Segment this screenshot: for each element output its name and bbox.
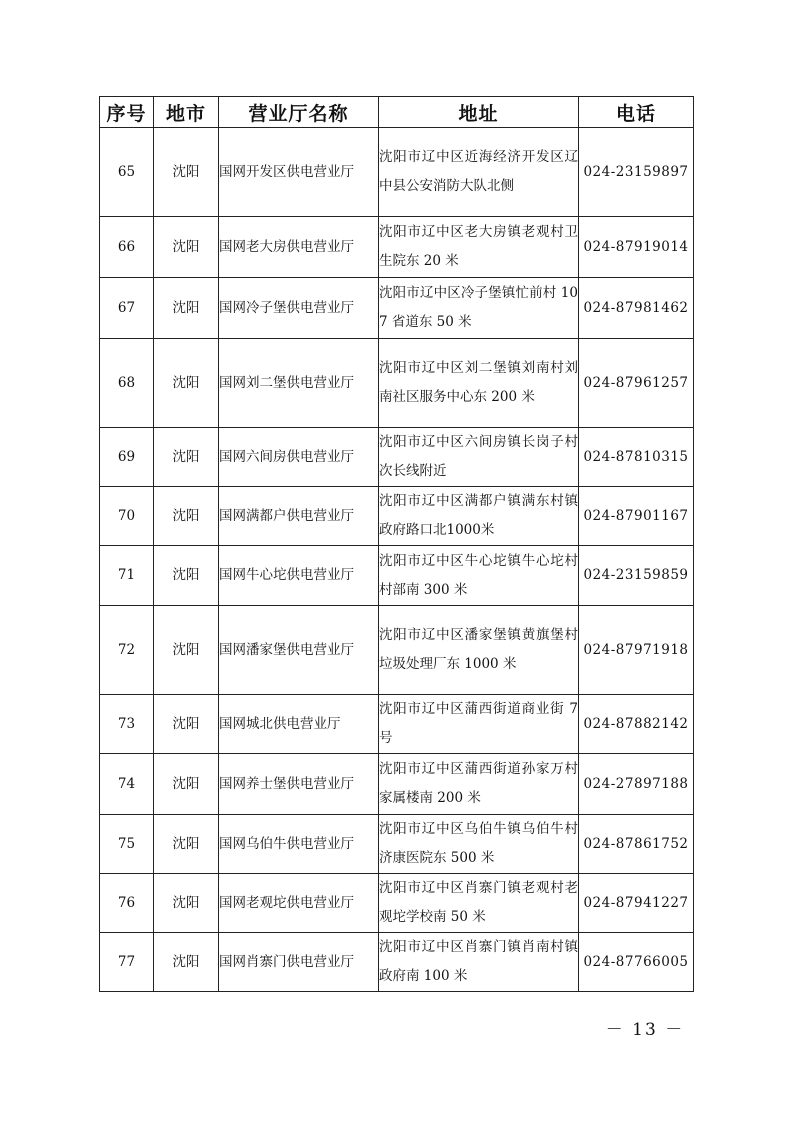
- row-city: 沈阳: [154, 339, 219, 428]
- row-city: 沈阳: [154, 933, 219, 992]
- row-seq: 68: [100, 339, 154, 428]
- table-row: [100, 428, 694, 487]
- row-address: 沈阳市辽中区牛心坨镇牛心坨村村部南 300 米: [379, 546, 579, 606]
- row-address: 沈阳市辽中区冷子堡镇忙前村 107 省道东 50 米: [379, 278, 579, 339]
- table-row: [100, 217, 694, 278]
- row-city: 沈阳: [154, 217, 219, 278]
- row-city: 沈阳: [154, 428, 219, 487]
- table-row: [100, 815, 694, 874]
- row-city: 沈阳: [154, 815, 219, 874]
- table-row: [100, 278, 694, 339]
- row-hall-name: 国网老观坨供电营业厅: [219, 874, 379, 933]
- row-hall-name: 国网乌伯牛供电营业厅: [219, 815, 379, 874]
- row-seq: 67: [100, 278, 154, 339]
- table-row: [100, 754, 694, 815]
- row-city: 沈阳: [154, 278, 219, 339]
- row-phone: 024-23159897: [579, 128, 694, 217]
- row-address: 沈阳市辽中区近海经济开发区辽中县公安消防大队北侧: [379, 128, 579, 217]
- row-hall-name: 国网开发区供电营业厅: [219, 128, 379, 217]
- table-row: [100, 128, 694, 217]
- row-phone: 024-87766005: [579, 933, 694, 992]
- service-hall-table: [99, 96, 694, 992]
- row-hall-name: 国网肖寨门供电营业厅: [219, 933, 379, 992]
- row-hall-name: 国网六间房供电营业厅: [219, 428, 379, 487]
- row-city: 沈阳: [154, 546, 219, 606]
- row-seq: 69: [100, 428, 154, 487]
- row-hall-name: 国网刘二堡供电营业厅: [219, 339, 379, 428]
- row-phone: 024-87901167: [579, 487, 694, 546]
- row-phone: 024-87981462: [579, 278, 694, 339]
- row-hall-name: 国网老大房供电营业厅: [219, 217, 379, 278]
- header-phone: 电话: [579, 97, 694, 128]
- row-address: 沈阳市辽中区刘二堡镇刘南村刘南社区服务中心东 200 米: [379, 339, 579, 428]
- row-city: 沈阳: [154, 606, 219, 695]
- row-address: 沈阳市辽中区乌伯牛镇乌伯牛村济康医院东 500 米: [379, 815, 579, 874]
- row-seq: 76: [100, 874, 154, 933]
- row-phone: 024-27897188: [579, 754, 694, 815]
- row-hall-name: 国网潘家堡供电营业厅: [219, 606, 379, 695]
- row-hall-name: 国网冷子堡供电营业厅: [219, 278, 379, 339]
- row-address: 沈阳市辽中区六间房镇长岗子村次长线附近: [379, 428, 579, 487]
- table-row: [100, 339, 694, 428]
- row-phone: 024-23159859: [579, 546, 694, 606]
- row-seq: 75: [100, 815, 154, 874]
- table-row: [100, 874, 694, 933]
- row-address: 沈阳市辽中区蒲西街道商业街 7 号: [379, 695, 579, 754]
- header-hall-name: 营业厅名称: [219, 97, 379, 128]
- row-address: 沈阳市辽中区肖寨门镇肖南村镇政府南 100 米: [379, 933, 579, 992]
- row-phone: 024-87941227: [579, 874, 694, 933]
- row-seq: 72: [100, 606, 154, 695]
- row-hall-name: 国网满都户供电营业厅: [219, 487, 379, 546]
- row-phone: 024-87971918: [579, 606, 694, 695]
- row-phone: 024-87919014: [579, 217, 694, 278]
- row-seq: 74: [100, 754, 154, 815]
- row-address: 沈阳市辽中区老大房镇老观村卫生院东 20 米: [379, 217, 579, 278]
- row-seq: 65: [100, 128, 154, 217]
- row-phone: 024-87882142: [579, 695, 694, 754]
- header-address: 地址: [379, 97, 579, 128]
- header-city: 地市: [154, 97, 219, 128]
- row-hall-name: 国网城北供电营业厅: [219, 695, 379, 754]
- row-phone: 024-87961257: [579, 339, 694, 428]
- row-city: 沈阳: [154, 487, 219, 546]
- row-city: 沈阳: [154, 695, 219, 754]
- page-number: － 13 －: [605, 1020, 685, 1040]
- table-row: [100, 546, 694, 606]
- row-seq: 71: [100, 546, 154, 606]
- table-row: [100, 606, 694, 695]
- table-row: [100, 695, 694, 754]
- table-row: [100, 933, 694, 992]
- row-city: 沈阳: [154, 128, 219, 217]
- row-hall-name: 国网牛心坨供电营业厅: [219, 546, 379, 606]
- row-phone: 024-87810315: [579, 428, 694, 487]
- row-address: 沈阳市辽中区蒲西街道孙家万村家属楼南 200 米: [379, 754, 579, 815]
- row-address: 沈阳市辽中区肖寨门镇老观村老观坨学校南 50 米: [379, 874, 579, 933]
- row-address: 沈阳市辽中区潘家堡镇黄旗堡村垃圾处理厂东 1000 米: [379, 606, 579, 695]
- row-city: 沈阳: [154, 754, 219, 815]
- row-seq: 70: [100, 487, 154, 546]
- table-body: [100, 128, 694, 992]
- row-address: 沈阳市辽中区满都户镇满东村镇政府路口北1000米: [379, 487, 579, 546]
- row-seq: 77: [100, 933, 154, 992]
- table-header-row: [100, 97, 694, 128]
- row-city: 沈阳: [154, 874, 219, 933]
- row-seq: 66: [100, 217, 154, 278]
- header-seq: 序号: [100, 97, 154, 128]
- row-hall-name: 国网养士堡供电营业厅: [219, 754, 379, 815]
- row-phone: 024-87861752: [579, 815, 694, 874]
- table-row: [100, 487, 694, 546]
- row-seq: 73: [100, 695, 154, 754]
